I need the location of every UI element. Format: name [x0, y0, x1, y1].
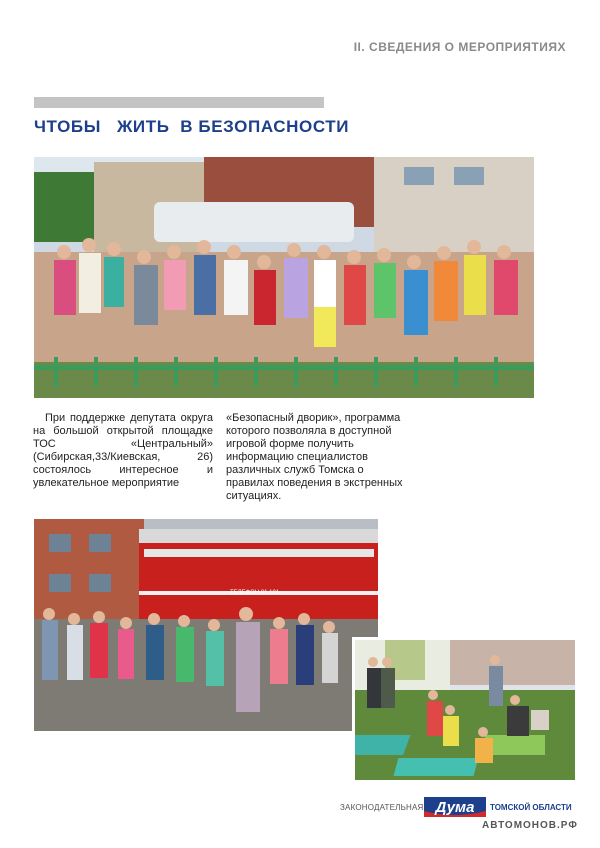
text-column-2: «Безопасный дворик», программа которого позволяла в доступной игровой форме получить информацию специалистов различных служб Томска о правилах поведения в экстренных ситуациях. — [226, 412, 403, 502]
title-bar — [34, 97, 324, 108]
activity-photo — [352, 637, 575, 780]
text-column-1: При поддержке депутата округа на большой открытой площадке ТОС «Центральный» (Сибирская,33/Киевская, 26) состоялось интересное и увлекательное мероприятие — [33, 412, 213, 489]
footer-left-label: ЗАКОНОДАТЕЛЬНАЯ — [340, 803, 424, 812]
truck-phone-label: ТЕЛЕФОН 01,101 — [230, 590, 280, 596]
group-photo — [34, 157, 534, 398]
duma-logo — [424, 793, 486, 819]
footer — [340, 793, 580, 833]
footer-site: АВТОМОНОВ.РФ — [482, 820, 578, 831]
section-header: II. СВЕДЕНИЯ О МЕРОПРИЯТИЯХ — [353, 40, 566, 54]
fire-truck-photo — [34, 519, 378, 731]
article-title: ЧТОБЫ ЖИТЬ В БЕЗОПАСНОСТИ — [34, 117, 350, 136]
duma-logo-text: Дума — [435, 799, 475, 816]
footer-right-label: ТОМСКОЙ ОБЛАСТИ — [490, 803, 572, 812]
